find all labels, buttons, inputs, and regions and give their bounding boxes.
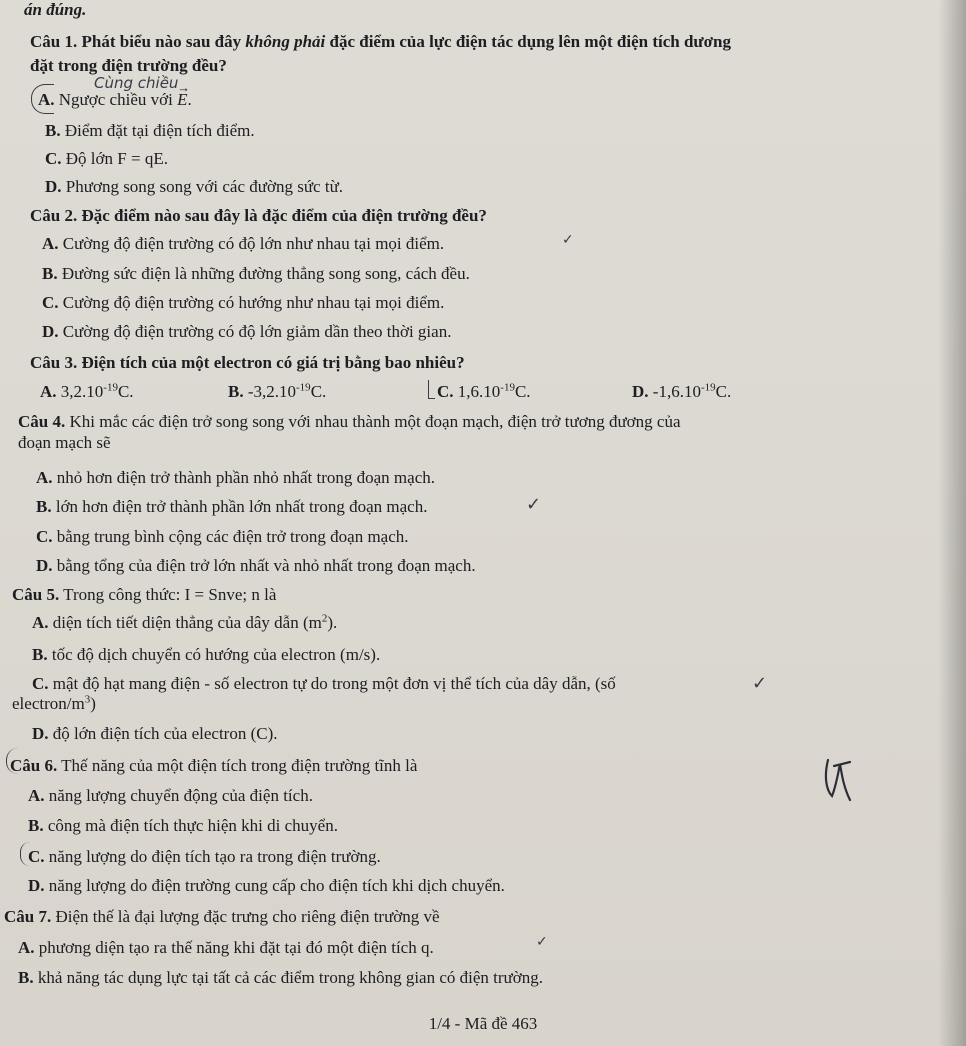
handwritten-note: Cùng chiều — [94, 74, 179, 92]
q4-option-c: C. bằng trung bình cộng các điện trở trong đoạn mạch. — [36, 527, 409, 546]
q3-option-a: A. $3,2.10^{-19}C$. — [40, 381, 134, 401]
question-1: Câu 1. Phát biểu nào sau đây không phải đặc điểm của lực điện tác dụng lên một điện tích dương — [30, 32, 731, 51]
q1-label: Câu 1. — [30, 32, 78, 51]
check-mark-icon — [428, 380, 435, 399]
circle-mark — [31, 84, 54, 114]
q2-option-b: B. Đường sức điện là những đường thẳng song song, cách đều. — [42, 264, 470, 283]
q1-option-d: D. Phương song song với các đường sức từ. — [45, 177, 344, 196]
e-vector: → E — [177, 90, 187, 110]
q3-option-d: D. $-1,6.10^{-19}C$. — [632, 381, 732, 401]
q6-option-b: B. công mà điện tích thực hiện khi di chuyển. — [28, 816, 338, 835]
q6-option-a: A. năng lượng chuyển động của điện tích. — [28, 786, 313, 805]
q6-option-d: D. năng lượng do điện trường cung cấp cho điện tích khi dịch chuyển. — [28, 876, 505, 895]
question-2: Câu 2. Đặc điểm nào sau đây là đặc điểm của điện trường đều? — [30, 206, 487, 225]
q1-option-b: B. Điểm đặt tại điện tích điểm. — [45, 121, 255, 140]
q1-option-c: C. Độ lớn F = qE. — [45, 149, 168, 168]
bracket-mark — [20, 842, 31, 866]
q5-option-d: D. độ lớn điện tích của electron (C). — [32, 724, 278, 743]
q2-option-c: C. Cường độ điện trường có hướng như nhau tại mọi điểm. — [42, 293, 445, 312]
q5-option-b: B. tốc độ dịch chuyển có hướng của electron (m/s). — [32, 645, 381, 664]
q7-option-a: A. phương diện tạo ra thế năng khi đặt tại đó một điện tích q. — [18, 938, 434, 957]
question-7: Câu 7. Điện thế là đại lượng đặc trưng cho riêng điện trường về — [4, 907, 440, 926]
page-footer: 1/4 - Mã đề 463 — [428, 1014, 538, 1033]
q3-option-b: B. $-3,2.10^{-19}C$. — [228, 381, 327, 401]
q5-option-c: C. mật độ hạt mang điện - số electron tự do trong một đơn vị thể tích của dây dẫn, (số — [32, 674, 616, 693]
q6-option-c: C. năng lượng do điện tích tạo ra trong điện trường. — [28, 847, 381, 866]
q1-emphasis: không phải — [245, 32, 326, 51]
q5-option-c-line2: electron/$m^3$) — [12, 693, 96, 713]
q5-option-a: A. diện tích tiết diện thẳng của dây dẫn $(m^2)$. — [32, 612, 338, 632]
check-mark-icon: ✓ — [536, 934, 548, 950]
q3-option-c: C. $1,6.10^{-19}C$. — [437, 381, 531, 401]
page-edge-shadow — [938, 0, 966, 1046]
question-5: Câu 5. Trong công thức: I = Snve; n là — [12, 585, 277, 604]
q4-option-b: B. lớn hơn điện trở thành phần lớn nhất trong đoạn mạch. — [36, 497, 428, 516]
q2-option-d: D. Cường độ điện trường có độ lớn giảm dần theo thời gian. — [42, 322, 452, 341]
bracket-mark — [6, 748, 23, 774]
question-6: Câu 6. Thế năng của một điện tích trong điện trường tĩnh là — [10, 756, 418, 775]
check-mark-icon: ✓ — [562, 232, 574, 248]
q1-line2: đặt trong điện trường đều? — [30, 56, 227, 75]
question-3: Câu 3. Điện tích của một electron có giá trị bằng bao nhiêu? — [30, 353, 465, 372]
q1-option-a: A. Ngược chiều với → E. — [38, 90, 192, 110]
q4-option-d: D. bằng tổng của điện trở lớn nhất và nhỏ nhất trong đoạn mạch. — [36, 556, 476, 575]
check-mark-icon: ✓ — [752, 673, 768, 694]
handwritten-scribble — [820, 756, 860, 806]
header-fragment: án đúng. — [24, 0, 87, 19]
check-mark-icon: ✓ — [526, 494, 542, 515]
q2-option-a: A. Cường độ điện trường có độ lớn như nhau tại mọi điểm. — [42, 234, 445, 253]
q7-option-b: B. khả năng tác dụng lực tại tất cả các điểm trong không gian có điện trường. — [18, 968, 543, 987]
question-4: Câu 4. Khi mắc các điện trở song song với nhau thành một đoạn mạch, điện trở tương đương của — [18, 412, 681, 431]
q4-option-a: A. nhỏ hơn điện trở thành phần nhỏ nhất trong đoạn mạch. — [36, 468, 435, 487]
q4-line2: đoạn mạch sẽ — [18, 433, 111, 452]
